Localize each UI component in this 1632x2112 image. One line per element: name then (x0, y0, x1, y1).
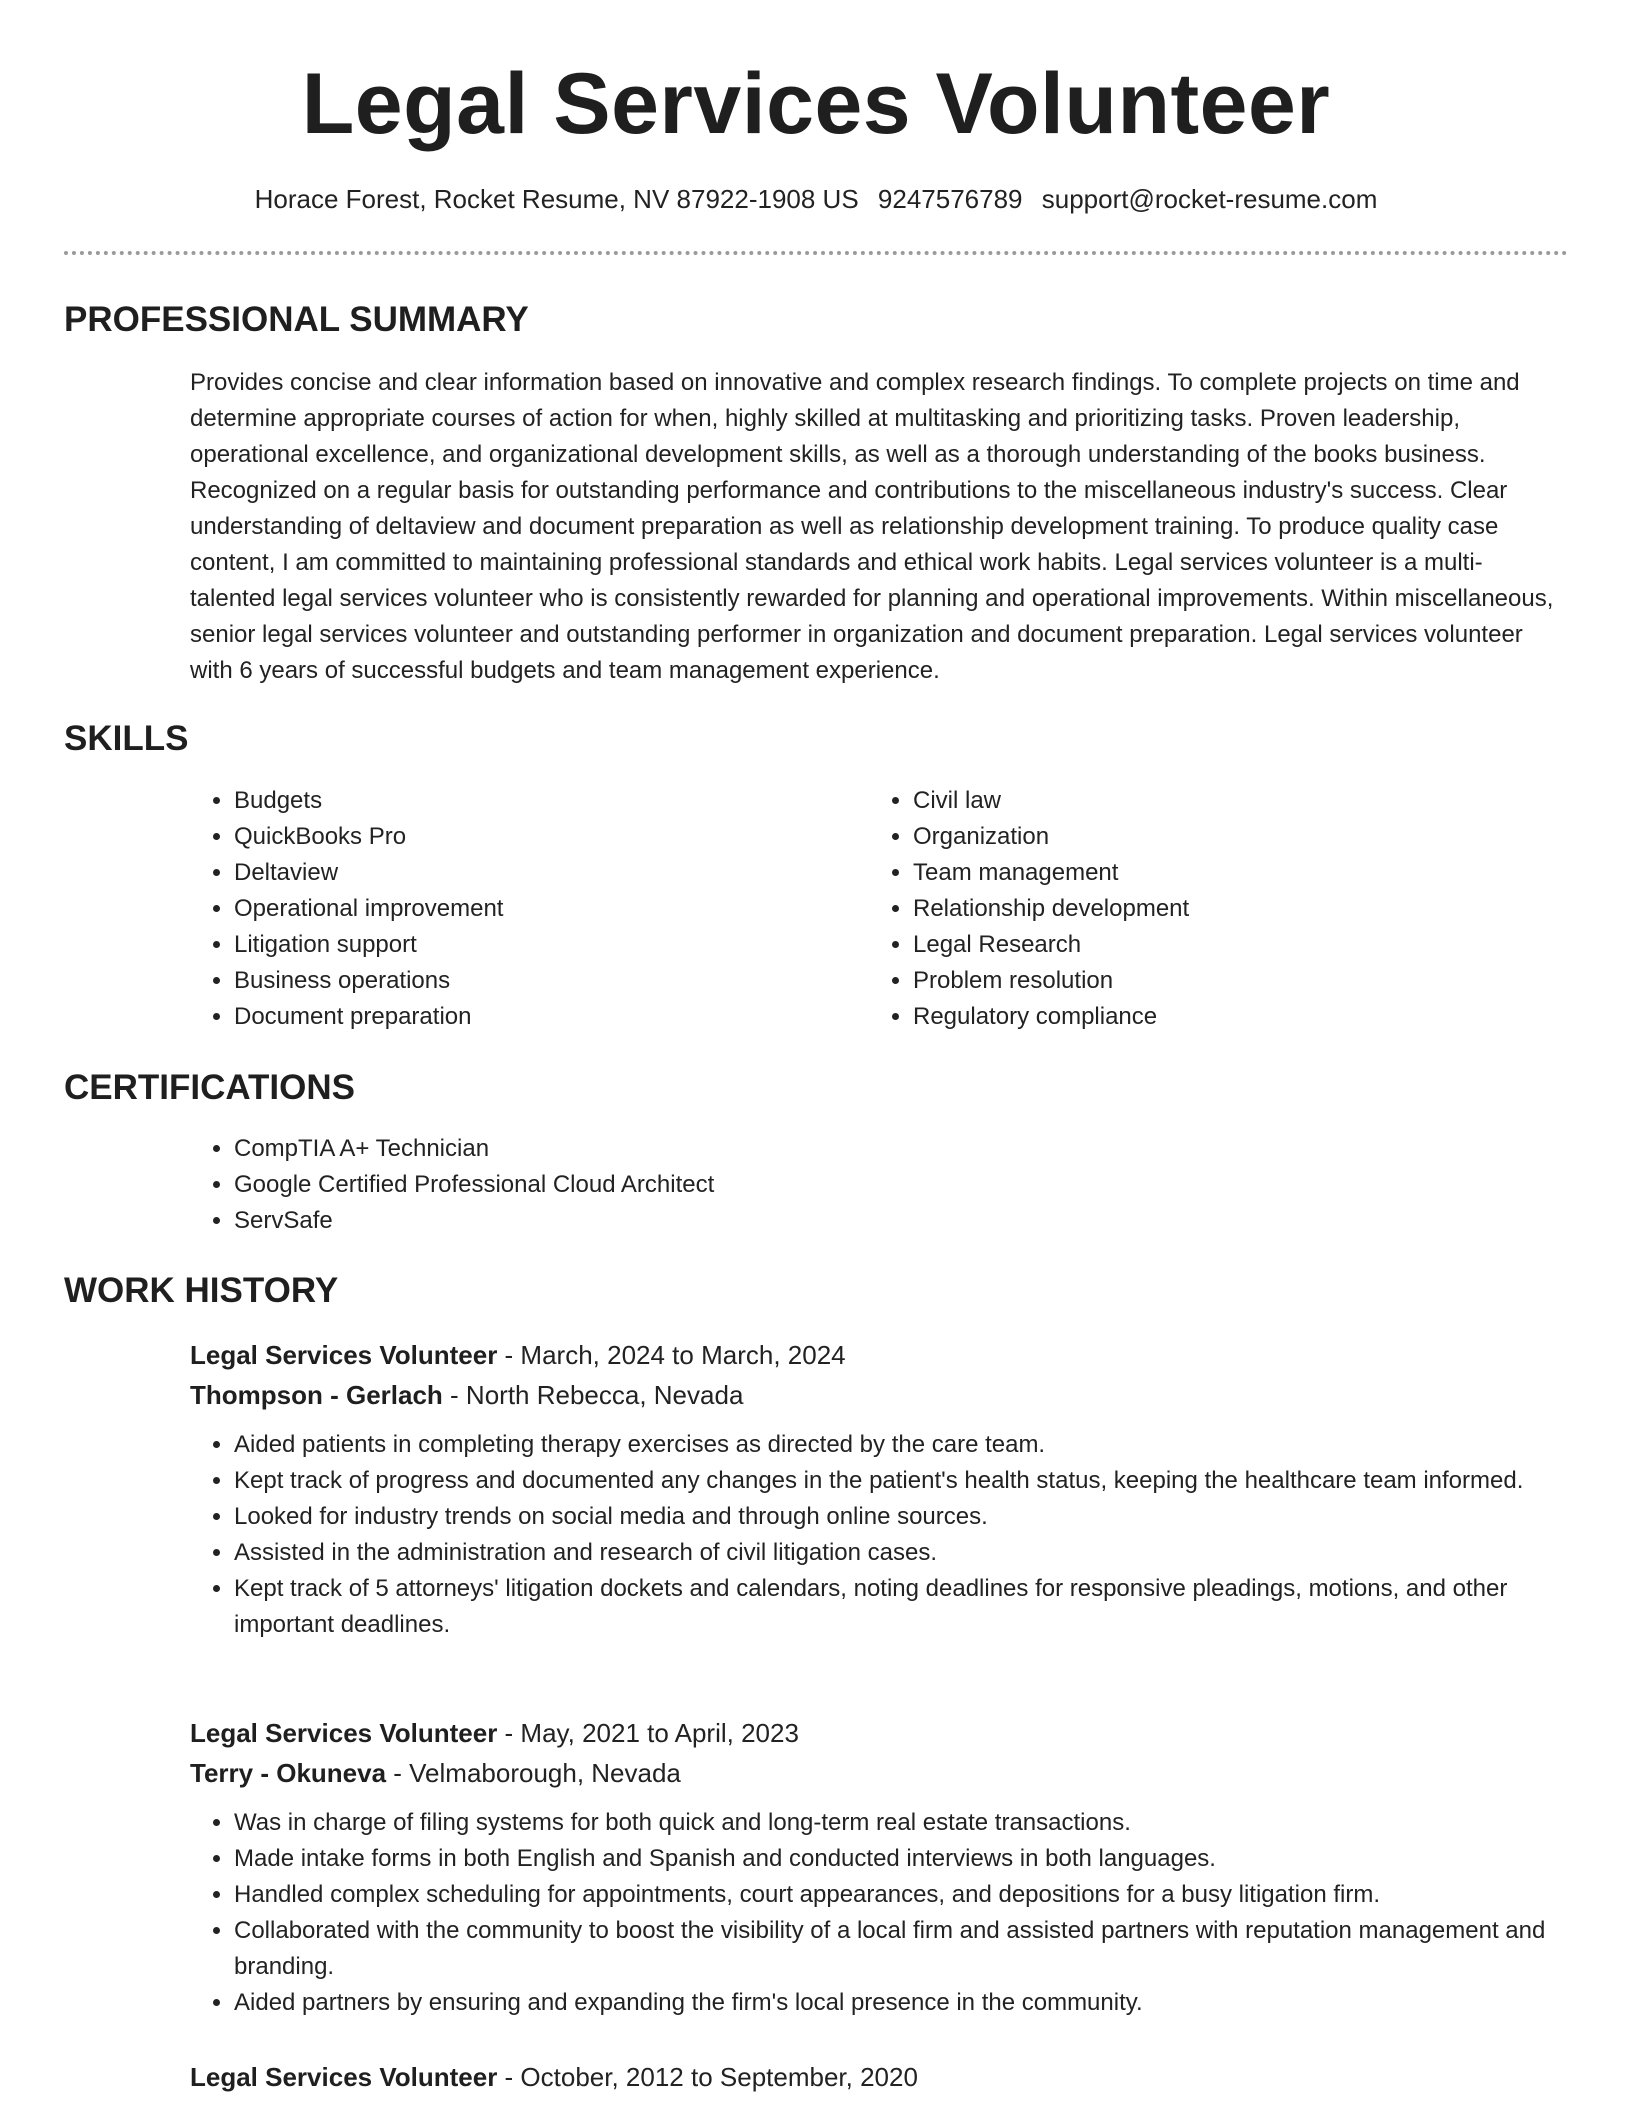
job-company-line (190, 1375, 1566, 1415)
list-item: • Aided partners by ensuring and expanding the firm's local presence in the community. (234, 1985, 1566, 2021)
list-item: • Kept track of 5 attorneys' litigation dockets and calendars, noting deadlines for responsive pleadings, motions, and other important deadlines. (234, 1571, 1566, 1643)
job-location: - North Rebecca, Nevada (442, 1380, 744, 1410)
job-title-line (190, 1335, 1566, 1375)
list-item: • Deltaview (234, 855, 830, 891)
header-divider (64, 251, 1568, 255)
contact-address: Horace Forest, Rocket Resume, NV 87922-1908 US (254, 184, 859, 214)
skills-column-right (869, 783, 1509, 1035)
list-item: • Assisted in the administration and research of civil litigation cases. (234, 1535, 1566, 1571)
list-item: • Handled complex scheduling for appointments, court appearances, and depositions for a busy litigation firm. (234, 1877, 1566, 1913)
certifications-block (190, 1131, 1566, 1239)
job-title: Legal Services Volunteer (190, 2062, 498, 2092)
skills-list-left (190, 783, 830, 1035)
summary-heading: PROFESSIONAL SUMMARY (64, 300, 529, 339)
list-item: • Kept track of progress and documented any changes in the patient's health status, keeping the healthcare team informed. (234, 1463, 1566, 1499)
list-item: • Budgets (234, 783, 830, 819)
list-item: • Aided patients in completing therapy exercises as directed by the care team. (234, 1427, 1566, 1463)
work-history-heading: WORK HISTORY (64, 1271, 339, 1310)
list-item: • Civil law (913, 783, 1509, 819)
job-dates: - May, 2021 to April, 2023 (497, 1718, 799, 1748)
job-title-line (190, 1713, 1566, 1753)
job-duties-list (190, 1427, 1566, 1643)
job-company: Thompson - Gerlach (190, 1380, 443, 1410)
list-item: • Problem resolution (913, 963, 1509, 999)
job-title: Legal Services Volunteer (190, 1340, 498, 1370)
list-item: • Operational improvement (234, 891, 830, 927)
list-item: • Google Certified Professional Cloud Architect (234, 1167, 1566, 1203)
job-duties-list (190, 1805, 1566, 2021)
job-entry (190, 1713, 1566, 2021)
summary-text: Provides concise and clear information based on innovative and complex research findings. To complete projects on time and determine appropriate courses of action for when, highly skilled at multitasking and prioritizing tasks. Proven leadership, operational excellence, and organizational development skills, as well as a thorough understanding of the books business. Recognized on a regular basis for outstanding performance and contributions to the miscellaneous industry's success. Clear understanding of deltaview and document preparation as well as relationship development training. To produce quality case content, I am committed to maintaining professional standards and ethical work habits. Legal services volunteer is a multi-talented legal services volunteer who is consistently rewarded for planning and operational improvements. Within miscellaneous, senior legal services volunteer and outstanding performer in organization and document preparation. Legal services volunteer with 6 years of successful budgets and team management experience. (190, 369, 1554, 684)
list-item: • Collaborated with the community to boost the visibility of a local firm and assisted partners with reputation management and branding. (234, 1913, 1566, 1985)
list-item: • Business operations (234, 963, 830, 999)
list-item: • Litigation support (234, 927, 830, 963)
job-company-line (190, 1753, 1566, 1793)
resume-title: Legal Services Volunteer (301, 56, 1331, 152)
job-dates: - March, 2024 to March, 2024 (497, 1340, 846, 1370)
list-item: • Was in charge of filing systems for both quick and long-term real estate transactions. (234, 1805, 1566, 1841)
job-entry (190, 1335, 1566, 1643)
list-item: • Document preparation (234, 999, 830, 1035)
list-item: • Team management (913, 855, 1509, 891)
certifications-list (190, 1131, 1566, 1239)
contact-email: support@rocket-resume.com (1041, 184, 1378, 214)
list-item: • ServSafe (234, 1203, 1566, 1239)
job-company: Terry - Okuneva (190, 1758, 387, 1788)
list-item: • CompTIA A+ Technician (234, 1131, 1566, 1167)
job-title: Legal Services Volunteer (190, 1718, 498, 1748)
job-dates: - October, 2012 to September, 2020 (497, 2062, 918, 2092)
skills-list-right (869, 783, 1509, 1035)
job-location: - Velmaborough, Nevada (386, 1758, 681, 1788)
job-title-line (190, 2057, 1566, 2097)
list-item: • Looked for industry trends on social media and through online sources. (234, 1499, 1566, 1535)
list-item: • Made intake forms in both English and Spanish and conducted interviews in both languages. (234, 1841, 1566, 1877)
list-item: • Organization (913, 819, 1509, 855)
list-item: • Regulatory compliance (913, 999, 1509, 1035)
certifications-heading: CERTIFICATIONS (64, 1068, 356, 1107)
list-item: • Legal Research (913, 927, 1509, 963)
contact-line (0, 182, 1632, 216)
skills-column-left (190, 783, 830, 1035)
list-item: • Relationship development (913, 891, 1509, 927)
list-item: • QuickBooks Pro (234, 819, 830, 855)
job-entry (190, 2057, 1566, 2097)
skills-heading: SKILLS (64, 719, 189, 758)
contact-phone: 9247576789 (877, 184, 1023, 214)
